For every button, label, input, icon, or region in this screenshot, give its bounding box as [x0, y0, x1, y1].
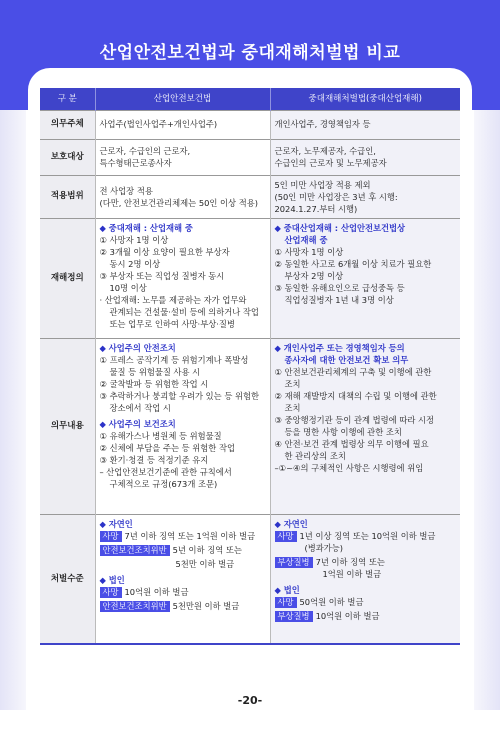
row-penalty [40, 514, 460, 644]
cell [270, 514, 460, 644]
cell-line: (50인 미만 사업장은 3년 후 시행: [274, 191, 398, 202]
cell-line: 또는 업무로 인하여 사망·부상·질병 [109, 318, 235, 329]
section-heading: 산업재해 중 [284, 234, 328, 245]
penalty-line [275, 596, 457, 608]
cell [95, 139, 270, 175]
penalty-text: 50억원 이하 벌금 [299, 596, 364, 607]
cell [95, 514, 270, 644]
penalty-text: 7년 이하 징역 또는 1억원 이하 벌금 [124, 530, 256, 541]
row-duty [40, 338, 460, 514]
header-col2: 중대재해처벌법(중대산업재해) [270, 88, 460, 110]
tag-badge: 사망 [100, 531, 122, 542]
cell-line: 물질 등 위험물질 사용 시 [109, 366, 201, 377]
cell-line: 조치 [284, 378, 301, 389]
cell-line: 10명 이상 [109, 282, 147, 293]
penalty-text: 5년 이하 징역 또는 [172, 544, 242, 555]
section-heading: ◆ 중대재해 : 산업재해 중 [99, 222, 193, 233]
penalty-text: (병과가능) [304, 542, 344, 553]
row-scope [40, 175, 460, 218]
cell-line: ③ 부상자 또는 직업성 질병자 동시 [99, 270, 225, 281]
row-label: 재해정의 [40, 218, 95, 338]
cell-line: 특수형태근로종사자 [99, 158, 172, 168]
penalty-line [100, 586, 266, 598]
cell-line: ① 프레스 공작기계 등 위험기계나 폭발성 [99, 354, 249, 365]
cell-line: ① 안전보건관리체계의 구축 및 이행에 관한 [274, 366, 432, 377]
tag-badge: 사망 [275, 531, 297, 542]
cell-line: 관계되는 건설물·설비 등에 의하거나 작업 [109, 306, 259, 317]
row-label: 처벌수준 [40, 514, 95, 644]
cell-line: ① 사망자 1명 이상 [274, 246, 344, 257]
tag-badge: 부상질병 [275, 557, 313, 568]
row-define [40, 218, 460, 338]
cell-line: ③ 환기·청결 등 적정기준 유지 [99, 454, 209, 465]
cell-line: 전 사업장 적용 [99, 185, 153, 196]
penalty-line [100, 530, 266, 542]
cell-line: (다만, 안전보건관리체제는 50인 이상 적용) [99, 197, 258, 208]
cell [95, 218, 270, 338]
cell-line: 동시 2명 이상 [109, 258, 161, 269]
cell-line: 수급인의 근로자 및 노무제공자 [274, 158, 387, 168]
penalty-text: 5천만 이하 벌금 [175, 558, 235, 569]
cell-line: –①~④의 구체적인 사항은 시행령에 위임 [274, 462, 424, 473]
cell [270, 338, 460, 514]
cell-line: ③ 중앙행정기관 등이 관계 법령에 따라 시정 [274, 414, 435, 425]
tag-badge: 사망 [275, 597, 297, 608]
penalty-text: 10억원 이하 벌금 [124, 586, 189, 597]
cell-line: 장소에서 작업 시 [109, 402, 171, 413]
row-protect [40, 139, 460, 175]
row-label: 의무내용 [40, 338, 95, 514]
cell [270, 175, 460, 218]
cell-line: 2024.1.27.부터 시행) [274, 203, 358, 214]
cell-line: ③ 동일한 유해요인으로 급성중독 등 [274, 282, 405, 293]
cell-line: ① 유해가스나 병원체 등 위험물질 [99, 430, 222, 441]
cell-line: 근로자, 수급인의 근로자, [99, 145, 191, 156]
page-number: -20- [237, 694, 263, 707]
penalty-line [275, 610, 457, 622]
cell-line: ④ 안전·보건 관계 법령상 의무 이행에 필요 [274, 438, 429, 449]
penalty-text: 1년 이상 징역 또는 10억원 이하 벌금 [299, 530, 436, 541]
penalty-text: 1억원 이하 벌금 [322, 568, 382, 579]
cell-line: · 산업재해: 노무를 제공하는 자가 업무와 [99, 294, 247, 305]
cell-line: 조치 [284, 402, 301, 413]
right-shade [474, 110, 500, 710]
tag-badge: 부상질병 [275, 611, 313, 622]
cell [270, 139, 460, 175]
section-heading: ◆ 중대산업재해 : 산업안전보건법상 [274, 222, 406, 233]
cell-line: ② 3개월 이상 요양이 필요한 부상자 [99, 246, 230, 257]
section-heading: ◆ 법인 [99, 574, 125, 585]
cell-line: ② 굴착발파 등 위험한 작업 시 [99, 378, 209, 389]
row-subject [40, 110, 460, 139]
cell [95, 338, 270, 514]
page-title: 산업안전보건법과 중대재해처벌법 비교 [99, 43, 401, 63]
cell-line: ② 재해 재발방지 대책의 수립 및 이행에 관한 [274, 390, 437, 401]
cell-line: 직업성질병자 1년 내 3명 이상 [284, 294, 394, 305]
penalty-line [275, 530, 457, 542]
row-label: 적용범위 [40, 175, 95, 218]
row-label: 의무주체 [40, 110, 95, 139]
cell-text: 사업주(법인사업주+개인사업주) [95, 110, 270, 139]
section-heading: 종사자에 대한 안전보건 확보 의무 [284, 354, 409, 365]
tag-badge: 안전보건조치위반 [100, 601, 170, 612]
section-heading: ◆ 자연인 [99, 518, 133, 529]
cell-line: 구체적으로 규정(673개 조문) [109, 478, 218, 489]
penalty-line [100, 544, 266, 556]
cell-line: 근로자, 노무제공자, 수급인, [274, 145, 376, 156]
cell-line: 부상자 2명 이상 [284, 270, 344, 281]
cell-line: ③ 추락하거나 붕괴할 우려가 있는 등 위험한 [99, 390, 260, 401]
penalty-text: 10억원 이하 벌금 [315, 611, 380, 622]
section-heading: ◆ 개인사업주 또는 경영책임자 등의 [274, 342, 405, 353]
cell-line: ① 사망자 1명 이상 [99, 234, 169, 245]
cell-text: 개인사업주, 경영책임자 등 [270, 110, 460, 139]
section-heading: ◆ 법인 [274, 584, 300, 595]
cell-line: 5인 미만 사업장 적용 제외 [274, 179, 371, 190]
cell-line: 등을 명한 사항 이행에 관한 조치 [284, 426, 402, 437]
penalty-line [275, 556, 457, 568]
section-heading: ◆ 자연인 [274, 518, 308, 529]
header-category: 구 분 [40, 88, 95, 110]
section-heading: ◆ 사업주의 안전조치 [99, 342, 176, 353]
cell-line: ② 신체에 부담을 주는 등 위험한 작업 [99, 442, 235, 453]
penalty-text: 7년 이하 징역 또는 [315, 556, 385, 567]
penalty-text: 5천만원 이하 벌금 [172, 601, 240, 612]
tag-badge: 사망 [100, 587, 122, 598]
comparison-table [40, 88, 460, 645]
section-heading: ◆ 사업주의 보건조치 [99, 418, 176, 429]
header-col1: 산업안전보건법 [95, 88, 270, 110]
cell-line: – 산업안전보건기준에 관한 규칙에서 [99, 466, 232, 477]
row-label: 보호대상 [40, 139, 95, 175]
cell-line: ② 동일한 사고로 6개월 이상 치료가 필요한 [274, 258, 432, 269]
left-shade [0, 110, 26, 710]
cell [270, 218, 460, 338]
penalty-line [100, 600, 266, 612]
header-row [40, 88, 460, 110]
cell-line: 한 관리상의 조치 [284, 450, 346, 461]
tag-badge: 안전보건조치위반 [100, 545, 170, 556]
cell [95, 175, 270, 218]
